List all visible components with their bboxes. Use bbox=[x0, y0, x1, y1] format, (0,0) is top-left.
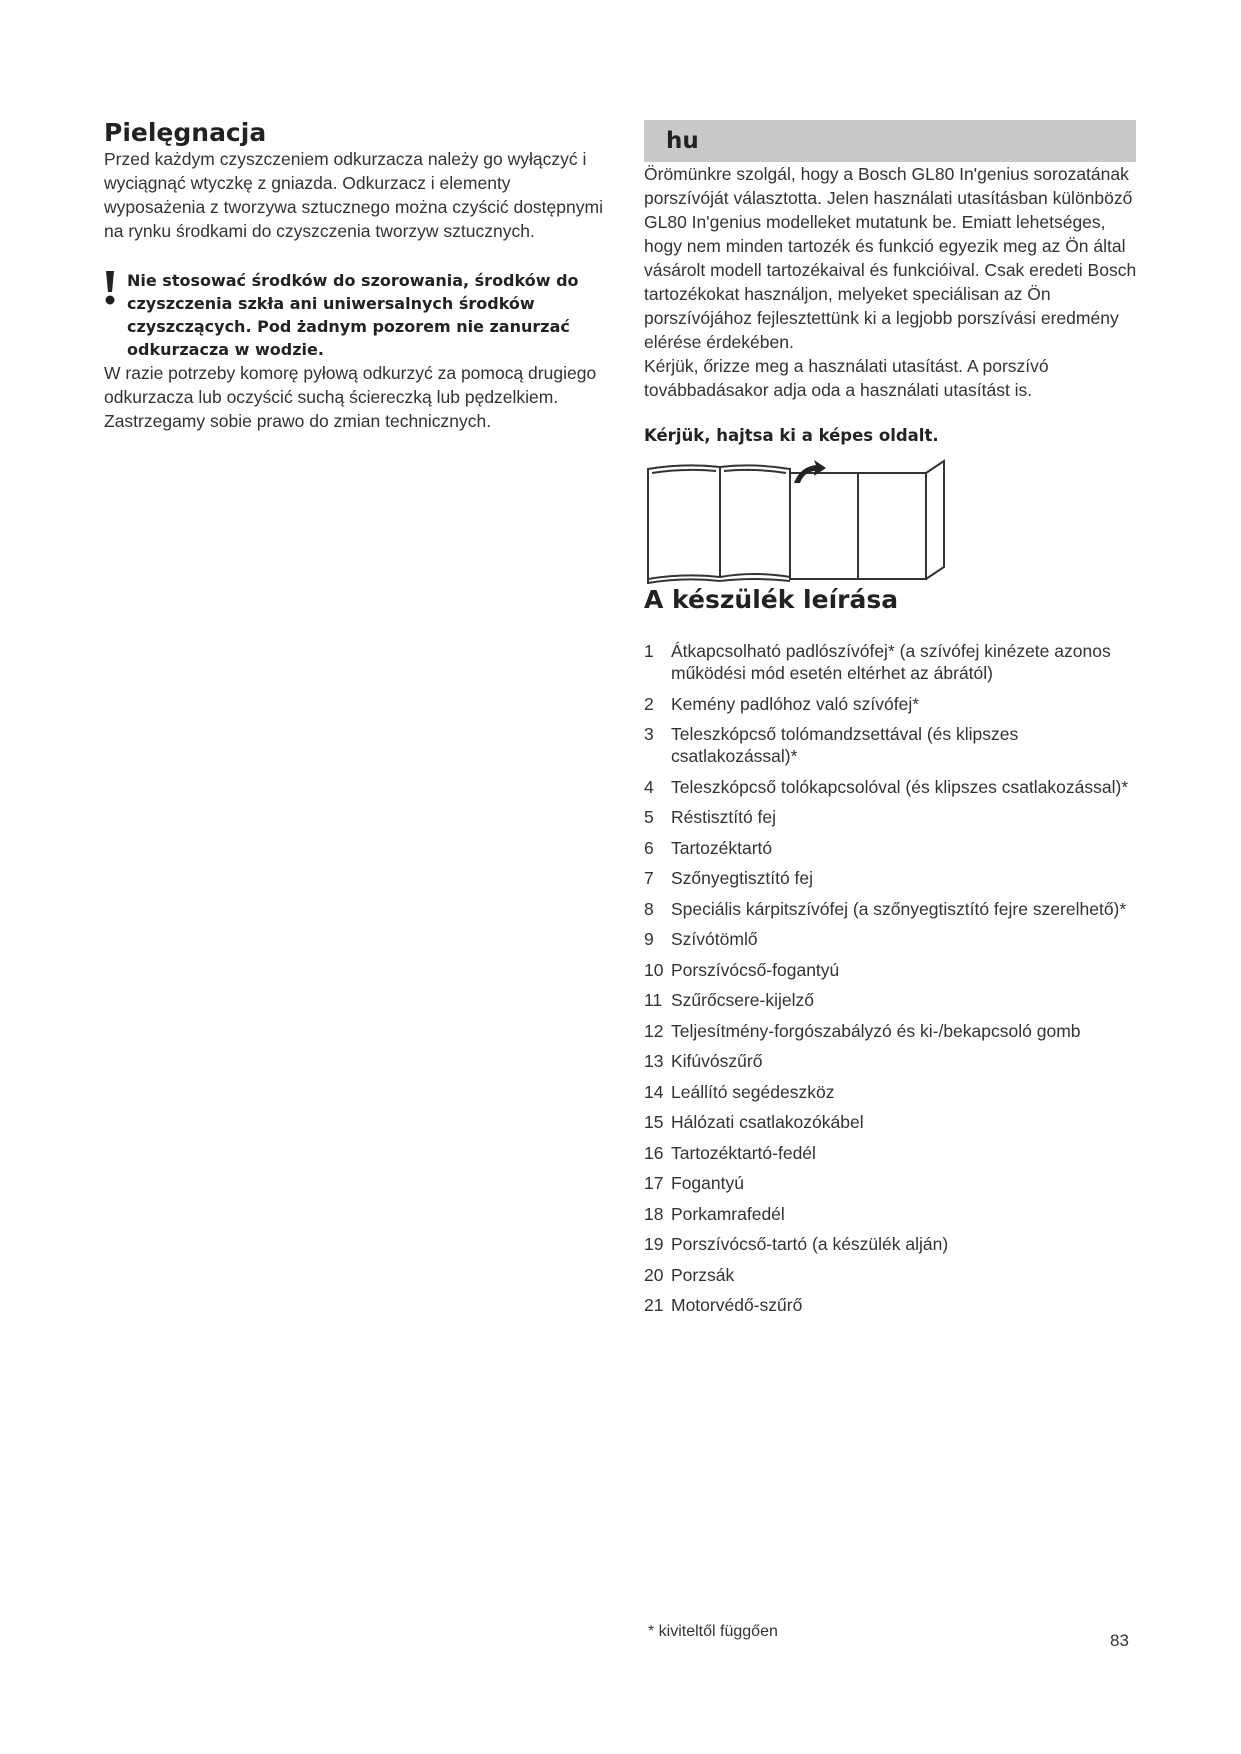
part-label: Motorvédő-szűrő bbox=[671, 1295, 803, 1315]
list-item bbox=[644, 1142, 1144, 1164]
part-number: 15 bbox=[644, 1112, 664, 1132]
fold-out-page-illustration bbox=[644, 459, 954, 585]
part-number: 19 bbox=[644, 1234, 664, 1254]
part-label: Kifúvószűrő bbox=[671, 1051, 763, 1071]
part-number: 16 bbox=[644, 1142, 664, 1163]
list-item bbox=[644, 1172, 1144, 1194]
list-item bbox=[644, 867, 1144, 889]
part-number: 12 bbox=[644, 1020, 664, 1041]
list-item bbox=[644, 837, 1144, 859]
part-number: 20 bbox=[644, 1264, 664, 1285]
part-number: 3 bbox=[644, 724, 654, 744]
hu-keep-manual-paragraph: Kérjük, őrizze meg a használati utasítást. A porszívó továbbadásakor adja oda a használati utasítást is. bbox=[644, 356, 1049, 400]
part-number: 17 bbox=[644, 1173, 664, 1193]
list-item bbox=[644, 928, 1144, 950]
part-number: 2 bbox=[644, 693, 654, 714]
part-label: Porszívócső-tartó (a készülék alján) bbox=[671, 1234, 949, 1254]
part-label: Speciális kárpitszívófej (a szőnyegtisztító fejre szerelhető)* bbox=[671, 898, 1127, 919]
section-title-device-description: A készülék leírása bbox=[644, 585, 899, 614]
dust-chamber-paragraph: W razie potrzeby komorę pyłową odkurzyć za pomocą drugiego odkurzacza lub oczyścić suchą ściereczką lub pędzelkiem. bbox=[104, 363, 597, 407]
list-item bbox=[644, 693, 1144, 715]
part-number: 11 bbox=[644, 990, 663, 1010]
part-label: Átkapcsolható padlószívófej* (a szívófej kinézete azonos működési mód esetén eltérhet az ábrától) bbox=[671, 641, 1111, 683]
part-number: 1 bbox=[644, 641, 654, 661]
part-number: 6 bbox=[644, 837, 654, 858]
footnote: * kiviteltől függően bbox=[648, 1623, 778, 1640]
left-column bbox=[104, 118, 604, 433]
list-item bbox=[644, 1081, 1144, 1103]
list-item bbox=[644, 1020, 1144, 1042]
list-item bbox=[644, 1050, 1144, 1072]
care-intro-paragraph: Przed każdym czyszczeniem odkurzacza należy go wyłączyć i wyciągnąć wtyczkę z gniazda. Odkurzacz i elementy wyposażenia z tworzywa sztucznego można czyścić dostępnymi na rynku środkami do czyszczenia tworzyw sztucznych. bbox=[104, 149, 603, 241]
part-label: Szőnyegtisztító fej bbox=[671, 868, 814, 888]
part-number: 7 bbox=[644, 868, 654, 888]
language-code: hu bbox=[666, 128, 699, 154]
technical-changes-paragraph: Zastrzegamy sobie prawo do zmian technicznych. bbox=[104, 411, 492, 431]
list-item bbox=[644, 1203, 1144, 1225]
part-label: Porkamrafedél bbox=[671, 1203, 785, 1224]
part-number: 13 bbox=[644, 1051, 664, 1071]
parts-list bbox=[644, 640, 1144, 1316]
warning-box bbox=[104, 269, 604, 361]
right-column bbox=[644, 120, 1144, 1325]
part-label: Teljesítmény-forgószabályzó és ki-/bekapcsoló gomb bbox=[671, 1020, 1081, 1041]
list-item bbox=[644, 898, 1144, 920]
part-number: 9 bbox=[644, 929, 654, 949]
part-label: Teleszkópcső tolómandzsettával (és klipszes csatlakozással)* bbox=[671, 724, 1019, 766]
part-label: Kemény padlóhoz való szívófej* bbox=[671, 693, 920, 714]
section-title-care: Pielęgnacja bbox=[104, 118, 267, 147]
list-item bbox=[644, 1233, 1144, 1255]
list-item bbox=[644, 1111, 1144, 1133]
part-number: 18 bbox=[644, 1203, 664, 1224]
part-label: Szűrőcsere-kijelző bbox=[671, 990, 814, 1010]
list-item bbox=[644, 640, 1144, 684]
part-label: Leállító segédeszköz bbox=[671, 1081, 835, 1102]
part-number: 8 bbox=[644, 898, 654, 919]
part-label: Teleszkópcső tolókapcsolóval (és klipszes csatlakozással)* bbox=[671, 776, 1129, 797]
part-number: 5 bbox=[644, 807, 654, 827]
part-number: 21 bbox=[644, 1295, 664, 1315]
list-item bbox=[644, 776, 1144, 798]
part-number: 10 bbox=[644, 959, 664, 980]
part-label: Fogantyú bbox=[671, 1173, 744, 1193]
part-number: 4 bbox=[644, 776, 654, 797]
list-item bbox=[644, 723, 1144, 767]
list-item bbox=[644, 806, 1144, 828]
hu-intro-paragraph: Örömünkre szolgál, hogy a Bosch GL80 In'genius sorozatának porszívóját választotta. Jelen használati utasításban különböző GL80 In'genius modelleket mutatunk be. Emiatt lehetséges, hogy nem minden tartozék és funkció egyezik meg az Ön által vásárolt modell tartozékaival és funkcióival. Csak eredeti Bosch tartozékokat használjon, melyeket speciálisan az Ön porszívójához fejlesztettünk ki a legjobb porszívási eredmény elérése érdekében. bbox=[644, 164, 1137, 352]
list-item bbox=[644, 959, 1144, 981]
part-label: Porzsák bbox=[671, 1264, 735, 1285]
list-item bbox=[644, 1294, 1144, 1316]
part-label: Tartozéktartó-fedél bbox=[671, 1142, 816, 1163]
list-item bbox=[644, 989, 1144, 1011]
part-label: Réstisztító fej bbox=[671, 807, 777, 827]
part-number: 14 bbox=[644, 1081, 664, 1102]
language-bar bbox=[644, 120, 1136, 162]
unfold-note: Kérjük, hajtsa ki a képes oldalt. bbox=[644, 426, 939, 445]
page-number: 83 bbox=[1110, 1631, 1129, 1650]
part-label: Szívótömlő bbox=[671, 929, 758, 949]
list-item bbox=[644, 1264, 1144, 1286]
exclamation-icon bbox=[104, 271, 116, 305]
part-label: Porszívócső-fogantyú bbox=[671, 959, 840, 980]
part-label: Hálózati csatlakozókábel bbox=[671, 1112, 864, 1132]
warning-text: Nie stosować środków do szorowania, środków do czyszczenia szkła ani uniwersalnych środków czyszczących. Pod żadnym pozorem nie zanurzać odkurzacza w wodzie. bbox=[127, 271, 579, 359]
part-label: Tartozéktartó bbox=[671, 837, 773, 858]
